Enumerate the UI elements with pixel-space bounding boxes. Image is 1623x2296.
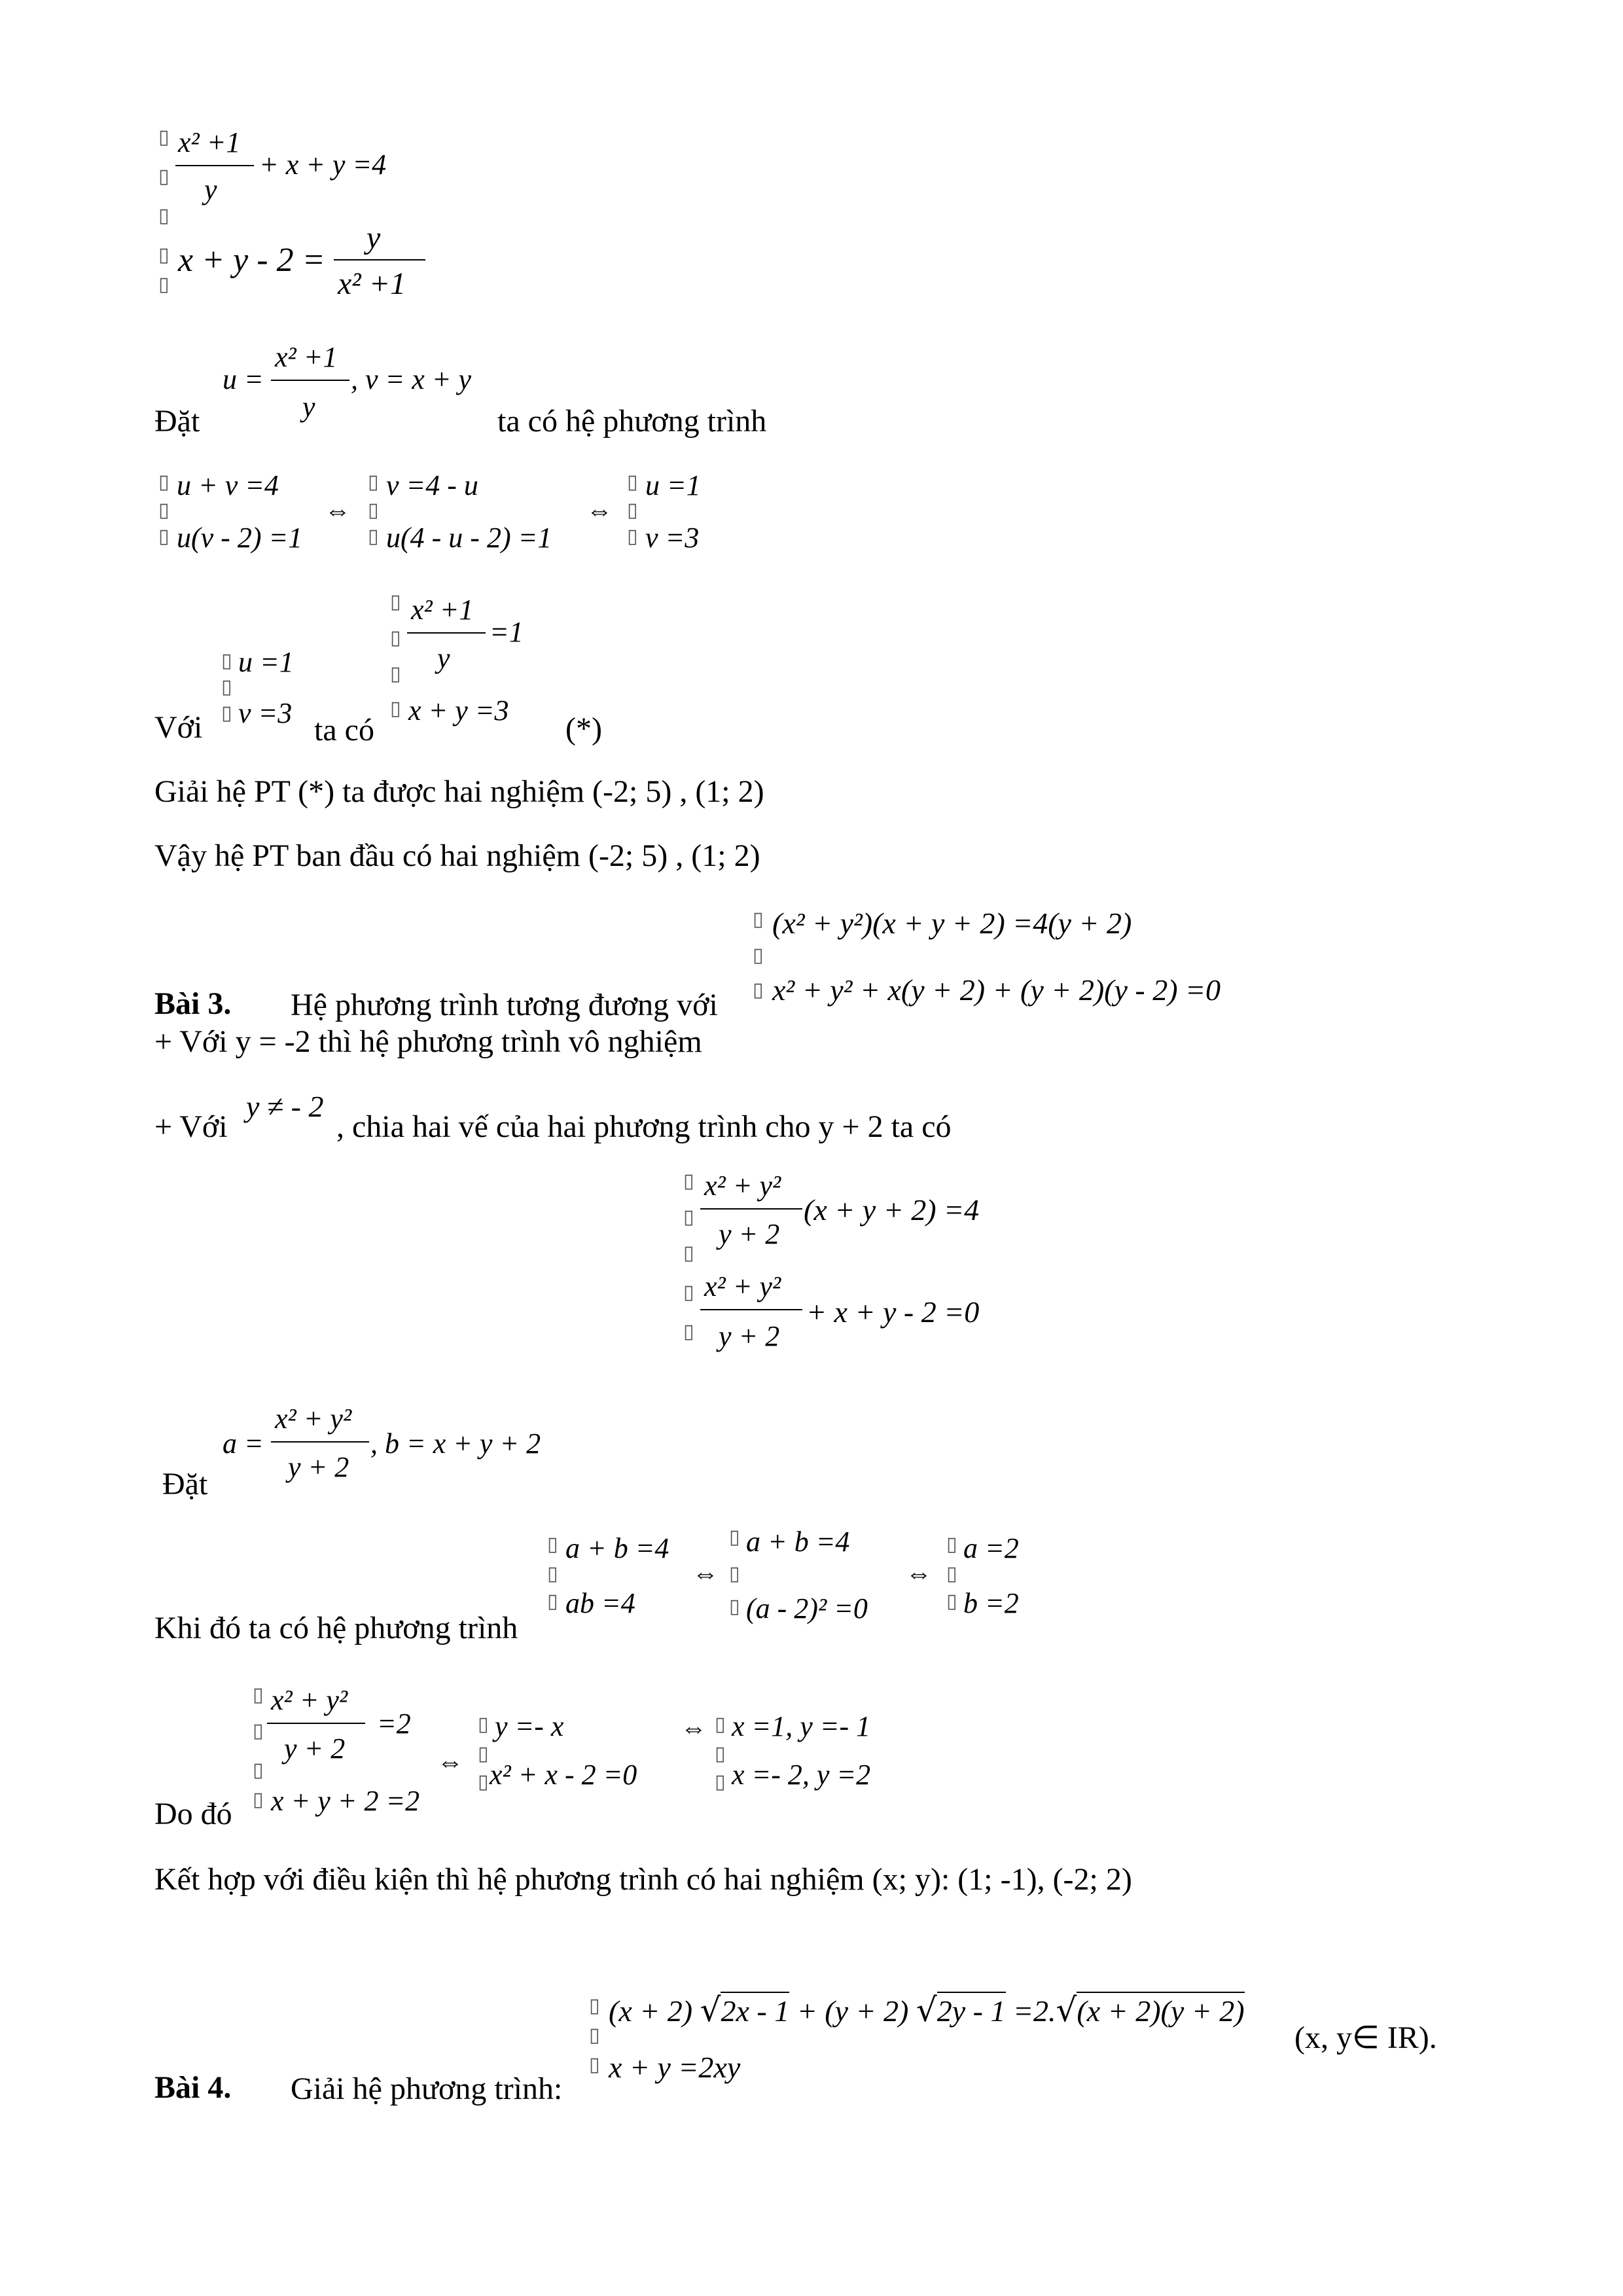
brace-glyph: ▯ [589, 2053, 600, 2076]
u-def-left: u = [223, 363, 264, 395]
bai3-eq2: x² + y² + x(y + 2) + (y + 2)(y - 2) =0 [772, 973, 1221, 1007]
brace-glyph: ▯ [158, 204, 169, 227]
khido-eq3: a + b =4 [746, 1526, 850, 1558]
giai-line: Giải hệ PT (*) ta được hai nghiệm (-2; 5) , (1; 2) [154, 774, 764, 809]
brace-glyph: ▯ [729, 1595, 740, 1618]
brace-glyph: ▯ [158, 471, 169, 493]
brace-glyph: ▯ [715, 1770, 726, 1793]
sysab-num1: x² + y² [704, 1170, 781, 1202]
brace-glyph: ▯ [158, 273, 169, 296]
sys-uv-eq1: u + v =4 [177, 469, 279, 501]
a-denominator: y + 2 [288, 1451, 349, 1483]
voi-f-numerator: x² +1 [411, 594, 474, 626]
brace-glyph: ▯ [478, 1770, 489, 1793]
khido-eq2: ab =4 [565, 1587, 635, 1619]
brace-glyph: ▯ [946, 1533, 957, 1556]
brace-glyph: ▯ [478, 1713, 489, 1736]
brace-glyph: ▯ [753, 908, 764, 931]
sysab-den1: y + 2 [719, 1218, 780, 1250]
brace-glyph: ▯ [368, 525, 379, 548]
iff-symbol: ⇔ [437, 1747, 463, 1776]
fraction-bar [334, 259, 425, 260]
khido-eq5: a =2 [963, 1532, 1019, 1564]
bai4-domain: (x, y∈ IR). [1294, 2020, 1437, 2055]
bai3-case2-b: , chia hai vế của hai phương trình cho y + 2 ta có [336, 1109, 952, 1144]
brace-glyph: ▯ [158, 243, 169, 266]
eq2-denominator: x² +1 [338, 266, 406, 301]
sys-uv-eq6: v =3 [645, 522, 700, 554]
brace-glyph: ▯ [158, 165, 169, 188]
brace-glyph: ▯ [627, 525, 638, 548]
brace-glyph: ▯ [253, 1759, 264, 1782]
voi-f-rest: =1 [490, 616, 524, 648]
brace-glyph: ▯ [253, 1683, 264, 1706]
brace-glyph: ▯ [683, 1281, 694, 1304]
dat-label: Đặt [154, 404, 200, 439]
brace-glyph: ▯ [729, 1562, 740, 1585]
brace-glyph: ▯ [547, 1562, 558, 1585]
brace-glyph: ▯ [753, 944, 764, 967]
brace-glyph: ▯ [753, 978, 764, 1001]
dodo-eq5: x =1, y =- 1 [732, 1710, 871, 1742]
voi-v: v =3 [238, 697, 293, 729]
fraction-bar [175, 165, 254, 166]
sysab-den2: y + 2 [719, 1320, 780, 1352]
fraction-bar [407, 632, 486, 634]
brace-glyph: ▯ [368, 499, 379, 522]
brace-glyph: ▯ [627, 499, 638, 522]
dodo-text: Do đó [154, 1797, 232, 1831]
dat2-label: Đặt [162, 1467, 208, 1501]
u-denominator: y [302, 391, 315, 423]
bai4-text: Giải hệ phương trình: [291, 2072, 563, 2106]
bai3-title: Bài 3. [154, 986, 232, 1021]
a-numerator: x² + y² [275, 1403, 352, 1435]
eq2-left: x + y - 2 = [178, 242, 325, 279]
brace-glyph: ▯ [221, 675, 232, 698]
sys-uv-eq3: v =4 - u [386, 469, 478, 501]
brace-glyph: ▯ [158, 525, 169, 548]
brace-glyph: ▯ [946, 1562, 957, 1585]
brace-glyph: ▯ [547, 1533, 558, 1556]
brace-glyph: ▯ [221, 649, 232, 672]
eq2-numerator: y [366, 221, 381, 255]
sysab-num2: x² + y² [704, 1270, 781, 1302]
dodo-denominator: y + 2 [284, 1732, 346, 1765]
sysab-rest1: (x + y + 2) =4 [804, 1193, 980, 1227]
bai3-case2-math: y ≠ - 2 [246, 1090, 324, 1123]
vay-line: Vậy hệ PT ban đầu có hai nghiệm (-2; 5) , (1; 2) [154, 838, 760, 873]
dat-tail-text: ta có hệ phương trình [497, 404, 767, 439]
fraction-bar [700, 1208, 802, 1210]
dodo-eq2: x + y + 2 =2 [271, 1785, 420, 1817]
brace-glyph: ▯ [946, 1590, 957, 1613]
brace-glyph: ▯ [158, 126, 169, 149]
brace-glyph: ▯ [715, 1742, 726, 1765]
brace-glyph: ▯ [627, 471, 638, 493]
sysab-rest2: + x + y - 2 =0 [806, 1295, 980, 1329]
bai3-eq1: (x² + y²)(x + y + 2) =4(y + 2) [772, 906, 1132, 940]
sqrt-symbol: √ [700, 1991, 721, 2029]
ketluan-line: Kết hợp với điều kiện thì hệ phương trình có hai nghiệm (x; y): (1; -1), (-2; 2) [154, 1862, 1132, 1897]
brace-glyph: ▯ [390, 626, 401, 649]
eq1-numerator: x² +1 [178, 126, 241, 158]
sys-uv-eq5: u =1 [645, 469, 701, 501]
bai4-eq1-part-c: =2. [1013, 1994, 1056, 2028]
dodo-rest: =2 [377, 1708, 411, 1740]
brace-glyph: ▯ [683, 1320, 694, 1343]
brace-glyph: ▯ [683, 1170, 694, 1193]
brace-glyph: ▯ [715, 1713, 726, 1736]
bai3-case1: + Với y = -2 thì hệ phương trình vô nghiệm [154, 1024, 702, 1059]
b-def: , b = x + y + 2 [370, 1427, 541, 1460]
fraction-bar [267, 1723, 365, 1724]
brace-glyph: ▯ [368, 471, 379, 493]
voi-f2: x + y =3 [408, 694, 509, 726]
v-def: , v = x + y [351, 363, 471, 395]
bai4-title: Bài 4. [154, 2070, 232, 2105]
bai3-case2-a: + Với [154, 1109, 228, 1144]
khido-text: Khi đó ta có hệ phương trình [154, 1611, 518, 1645]
brace-glyph: ▯ [729, 1526, 740, 1549]
voi-f-denominator: y [437, 642, 450, 674]
brace-glyph: ▯ [478, 1742, 489, 1765]
dodo-eq3: y =- x [495, 1710, 564, 1742]
sys-uv-eq4: u(4 - u - 2) =1 [386, 522, 552, 554]
dodo-eq4: x² + x - 2 =0 [490, 1759, 637, 1791]
brace-glyph: ▯ [253, 1788, 264, 1811]
iff-symbol: ⇔ [692, 1558, 719, 1588]
iff-symbol: ⇔ [586, 495, 613, 525]
iff-symbol: ⇔ [681, 1713, 707, 1742]
fraction-bar [271, 380, 349, 381]
brace-glyph: ▯ [390, 662, 401, 685]
iff-symbol: ⇔ [325, 495, 351, 525]
fraction-bar [271, 1441, 369, 1443]
star-label: (*) [565, 711, 602, 746]
khido-eq1: a + b =4 [565, 1532, 669, 1564]
eq1-rest: + x + y =4 [259, 149, 387, 181]
sqrt-symbol: √ [1056, 1991, 1077, 2029]
brace-glyph: ▯ [253, 1719, 264, 1742]
sys-uv-eq2: u(v - 2) =1 [177, 522, 303, 554]
brace-glyph: ▯ [390, 697, 401, 720]
brace-glyph: ▯ [683, 1242, 694, 1265]
brace-glyph: ▯ [589, 1994, 600, 2017]
voi-label: Với [154, 710, 203, 745]
brace-glyph: ▯ [589, 2024, 600, 2047]
fraction-bar [700, 1309, 802, 1310]
khido-eq4: (a - 2)² =0 [746, 1592, 868, 1624]
ta-co-text: ta có [314, 713, 374, 747]
voi-u: u =1 [238, 646, 294, 678]
khido-eq6: b =2 [963, 1587, 1019, 1619]
bai4-radicand-3: (x + 2)(y + 2) [1077, 1992, 1244, 2028]
bai4-eq1-part-a: (x + 2) [609, 1994, 693, 2028]
brace-glyph: ▯ [683, 1206, 694, 1229]
bai4-radicand-1: 2x - 1 [721, 1992, 789, 2028]
dodo-eq6: x =- 2, y =2 [732, 1759, 871, 1791]
brace-glyph: ▯ [158, 499, 169, 522]
bai4-eq1-part-b: + (y + 2) [796, 1994, 909, 2028]
a-def-left: a = [223, 1427, 264, 1460]
dodo-numerator: x² + y² [271, 1684, 348, 1716]
eq1-denominator: y [204, 173, 217, 206]
iff-symbol: ⇔ [906, 1558, 932, 1588]
bai4-eq1 [609, 1991, 1245, 2029]
bai3-text: Hệ phương trình tương đương với [291, 988, 718, 1022]
u-numerator: x² +1 [275, 341, 338, 373]
sqrt-symbol: √ [916, 1991, 937, 2029]
brace-glyph: ▯ [221, 702, 232, 725]
brace-glyph: ▯ [547, 1590, 558, 1613]
brace-glyph: ▯ [390, 590, 401, 613]
bai4-eq2: x + y =2xy [609, 2051, 741, 2084]
bai4-radicand-2: 2y - 1 [937, 1992, 1006, 2028]
